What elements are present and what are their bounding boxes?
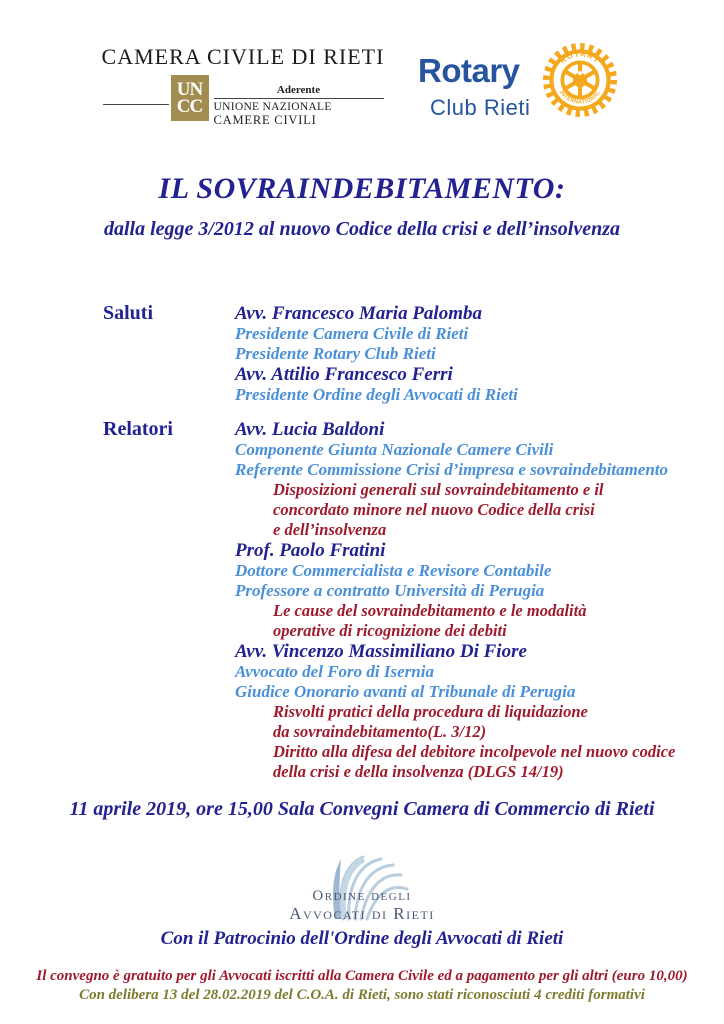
patrocinio-line: Con il Patrocinio dell'Ordine degli Avvocati di Rieti (160, 928, 564, 949)
program-section-saluti (103, 303, 684, 405)
speaker-entry (235, 364, 684, 405)
speaker-entry (235, 419, 684, 540)
speaker-role: Presidente Ordine degli Avvocati di Rieti (235, 385, 518, 404)
talk-topic-line: Risvolti pratici della procedura di liquidazione (273, 702, 588, 721)
credits-note: Con delibera 13 del 28.02.2019 del C.O.A. di Rieti, sono stati riconosciuti 4 crediti formativi (79, 987, 645, 1003)
section-label-saluti: Saluti (103, 302, 154, 324)
speaker-name: Avv. Lucia Baldoni (235, 419, 385, 440)
speaker-role: Referente Commissione Crisi d’impresa e sovraindebitamento (235, 460, 669, 479)
talk-topic-line: Disposizioni generali sul sovraindebitamento e il (273, 480, 604, 499)
talk-topic-line: Le cause del sovraindebitamento e le modalità (273, 601, 587, 620)
rotary-wheel-bottom-text: INTERNATIONAL (558, 89, 603, 106)
speaker-entry (235, 540, 684, 641)
section-label-relatori: Relatori (103, 418, 173, 440)
section-content-saluti (235, 303, 684, 405)
rule-left (103, 104, 169, 105)
talk-topic-line: concordato minore nel nuovo Codice della crisi (273, 500, 595, 519)
camera-civile-title: CAMERA CIVILE DI RIETI (101, 44, 385, 69)
rotary-club-label: Club Rieti (430, 95, 531, 120)
ordine-logo-text (242, 889, 482, 922)
rotary-wheel-icon (538, 38, 622, 122)
uncc-name-line2: CAMERE CIVILI (213, 113, 317, 127)
uncc-monogram-line1: UN (176, 78, 203, 100)
speaker-entry (235, 641, 684, 782)
rotary-text (418, 36, 530, 121)
talk-topic-line: Diritto alla difesa del debitore incolpevole nel nuovo codice (273, 742, 676, 761)
program (103, 303, 684, 782)
speaker-name: Avv. Francesco Maria Palomba (235, 303, 482, 324)
rotary-wordmark: Rotary (418, 52, 520, 89)
talk-topic-line: operative di ricognizione dei debiti (273, 621, 507, 640)
speaker-role: Dottore Commercialista e Revisore Contabile (235, 561, 552, 580)
uncc-logo-row (95, 75, 391, 128)
event-subtitle: dalla legge 3/2012 al nuovo Codice della crisi e dell’insolvenza (103, 218, 621, 240)
talk-topic-line: e dell’insolvenza (273, 520, 387, 539)
program-section-relatori (103, 419, 684, 782)
section-content-relatori (235, 419, 684, 782)
aderente-label: Aderente (214, 75, 384, 99)
rotary-wheel-top-text: ROTARY (558, 49, 603, 66)
uncc-monogram-icon (171, 75, 209, 121)
speaker-name: Prof. Paolo Fratini (235, 540, 386, 561)
uncc-monogram-line2: CC (176, 96, 203, 117)
rotary-logo (418, 36, 622, 122)
speaker-role: Presidente Rotary Club Rieti (235, 344, 436, 363)
talk-topic-line: da sovraindebitamento(L. 3/12) (273, 722, 487, 741)
event-title: IL SOVRAINDEBITAMENTO: (158, 172, 566, 205)
fee-note: Il convegno è gratuito per gli Avvocati iscritti alla Camera Civile ed a pagamento per gli altri (euro 10,00) (36, 968, 688, 984)
talk-topic-line: della crisi e della insolvenza (DLGS 14/19) (273, 762, 564, 781)
ordine-logo-line1: Ordine degli (312, 888, 412, 904)
speaker-name: Avv. Attilio Francesco Ferri (235, 364, 453, 385)
event-datetime: 11 aprile 2019, ore 15,00 Sala Convegni Camera di Commercio di Rieti (69, 798, 655, 820)
speaker-name: Avv. Vincenzo Massimiliano Di Fiore (235, 641, 527, 662)
ordine-avvocati-logo (242, 853, 482, 922)
speaker-entry (235, 303, 684, 364)
speaker-role: Giudice Onorario avanti al Tribunale di Perugia (235, 682, 576, 701)
speaker-role: Presidente Camera Civile di Rieti (235, 324, 469, 343)
camera-civile-logo (95, 44, 391, 128)
speaker-role: Avvocato del Foro di Isernia (235, 662, 434, 681)
uncc-caption (214, 75, 384, 128)
uncc-name-line1: UNIONE NAZIONALE (213, 101, 332, 113)
speaker-role: Professore a contratto Università di Perugia (235, 581, 545, 600)
speaker-role: Componente Giunta Nazionale Camere Civili (235, 440, 554, 459)
ordine-logo-line2: Avvocati di Rieti (289, 904, 435, 923)
